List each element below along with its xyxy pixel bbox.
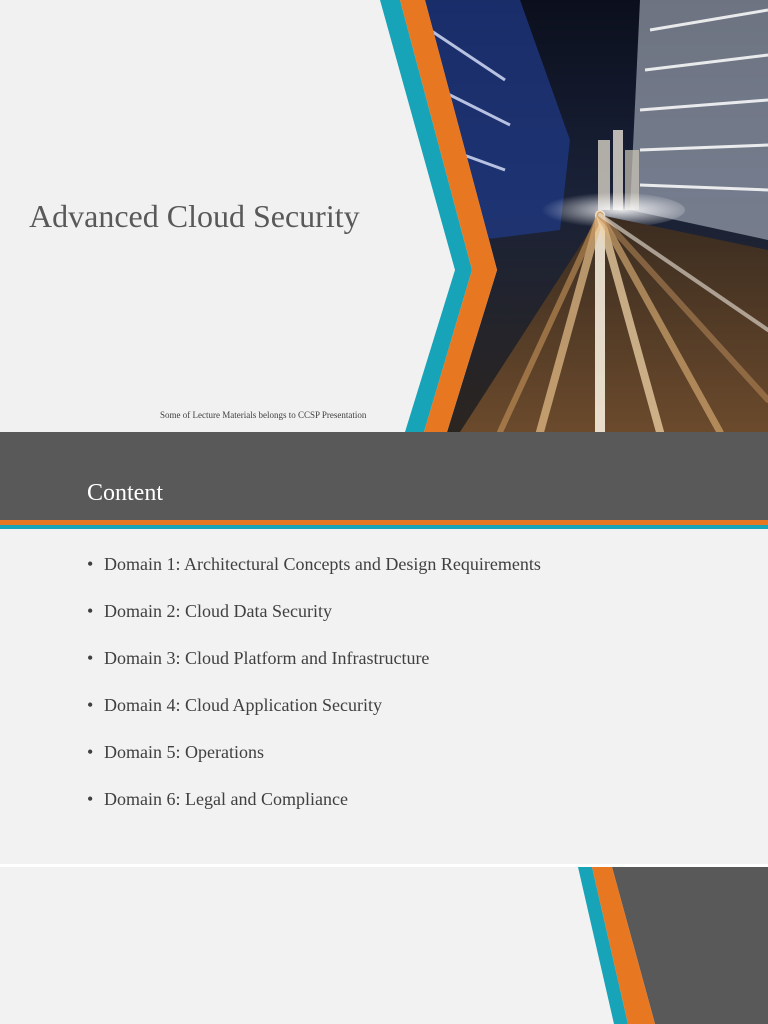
- list-item-text: Domain 4: Cloud Application Security: [104, 695, 382, 715]
- teal-divider: [0, 525, 768, 529]
- next-slide: [0, 867, 768, 1024]
- bullet: •: [87, 554, 94, 574]
- list-item: [87, 648, 541, 695]
- list-item-text: Domain 3: Cloud Platform and Infrastructure: [104, 648, 430, 668]
- next-slide-graphic: [0, 867, 768, 1024]
- list-item-text: Domain 1: Architectural Concepts and Design Requirements: [104, 554, 541, 574]
- list-item: [87, 601, 541, 648]
- presentation-subtitle: Some of Lecture Materials belongs to CCSP Presentation: [160, 410, 367, 420]
- bullet: •: [87, 695, 94, 715]
- presentation-title: Advanced Cloud Security: [29, 198, 360, 234]
- list-item: [87, 742, 541, 789]
- slide-heading: Content: [87, 480, 163, 506]
- list-item-text: Domain 5: Operations: [104, 742, 264, 762]
- bullet: •: [87, 742, 94, 762]
- bullet: •: [87, 648, 94, 668]
- list-item: [87, 554, 541, 601]
- list-item-text: Domain 6: Legal and Compliance: [104, 789, 348, 809]
- content-slide: [0, 432, 768, 864]
- domain-list: [87, 554, 541, 836]
- list-item: [87, 695, 541, 742]
- title-slide: [0, 0, 768, 432]
- list-item: [87, 789, 541, 836]
- bullet: •: [87, 601, 94, 621]
- slide-header: [0, 432, 768, 520]
- bullet: •: [87, 789, 94, 809]
- list-item-text: Domain 2: Cloud Data Security: [104, 601, 332, 621]
